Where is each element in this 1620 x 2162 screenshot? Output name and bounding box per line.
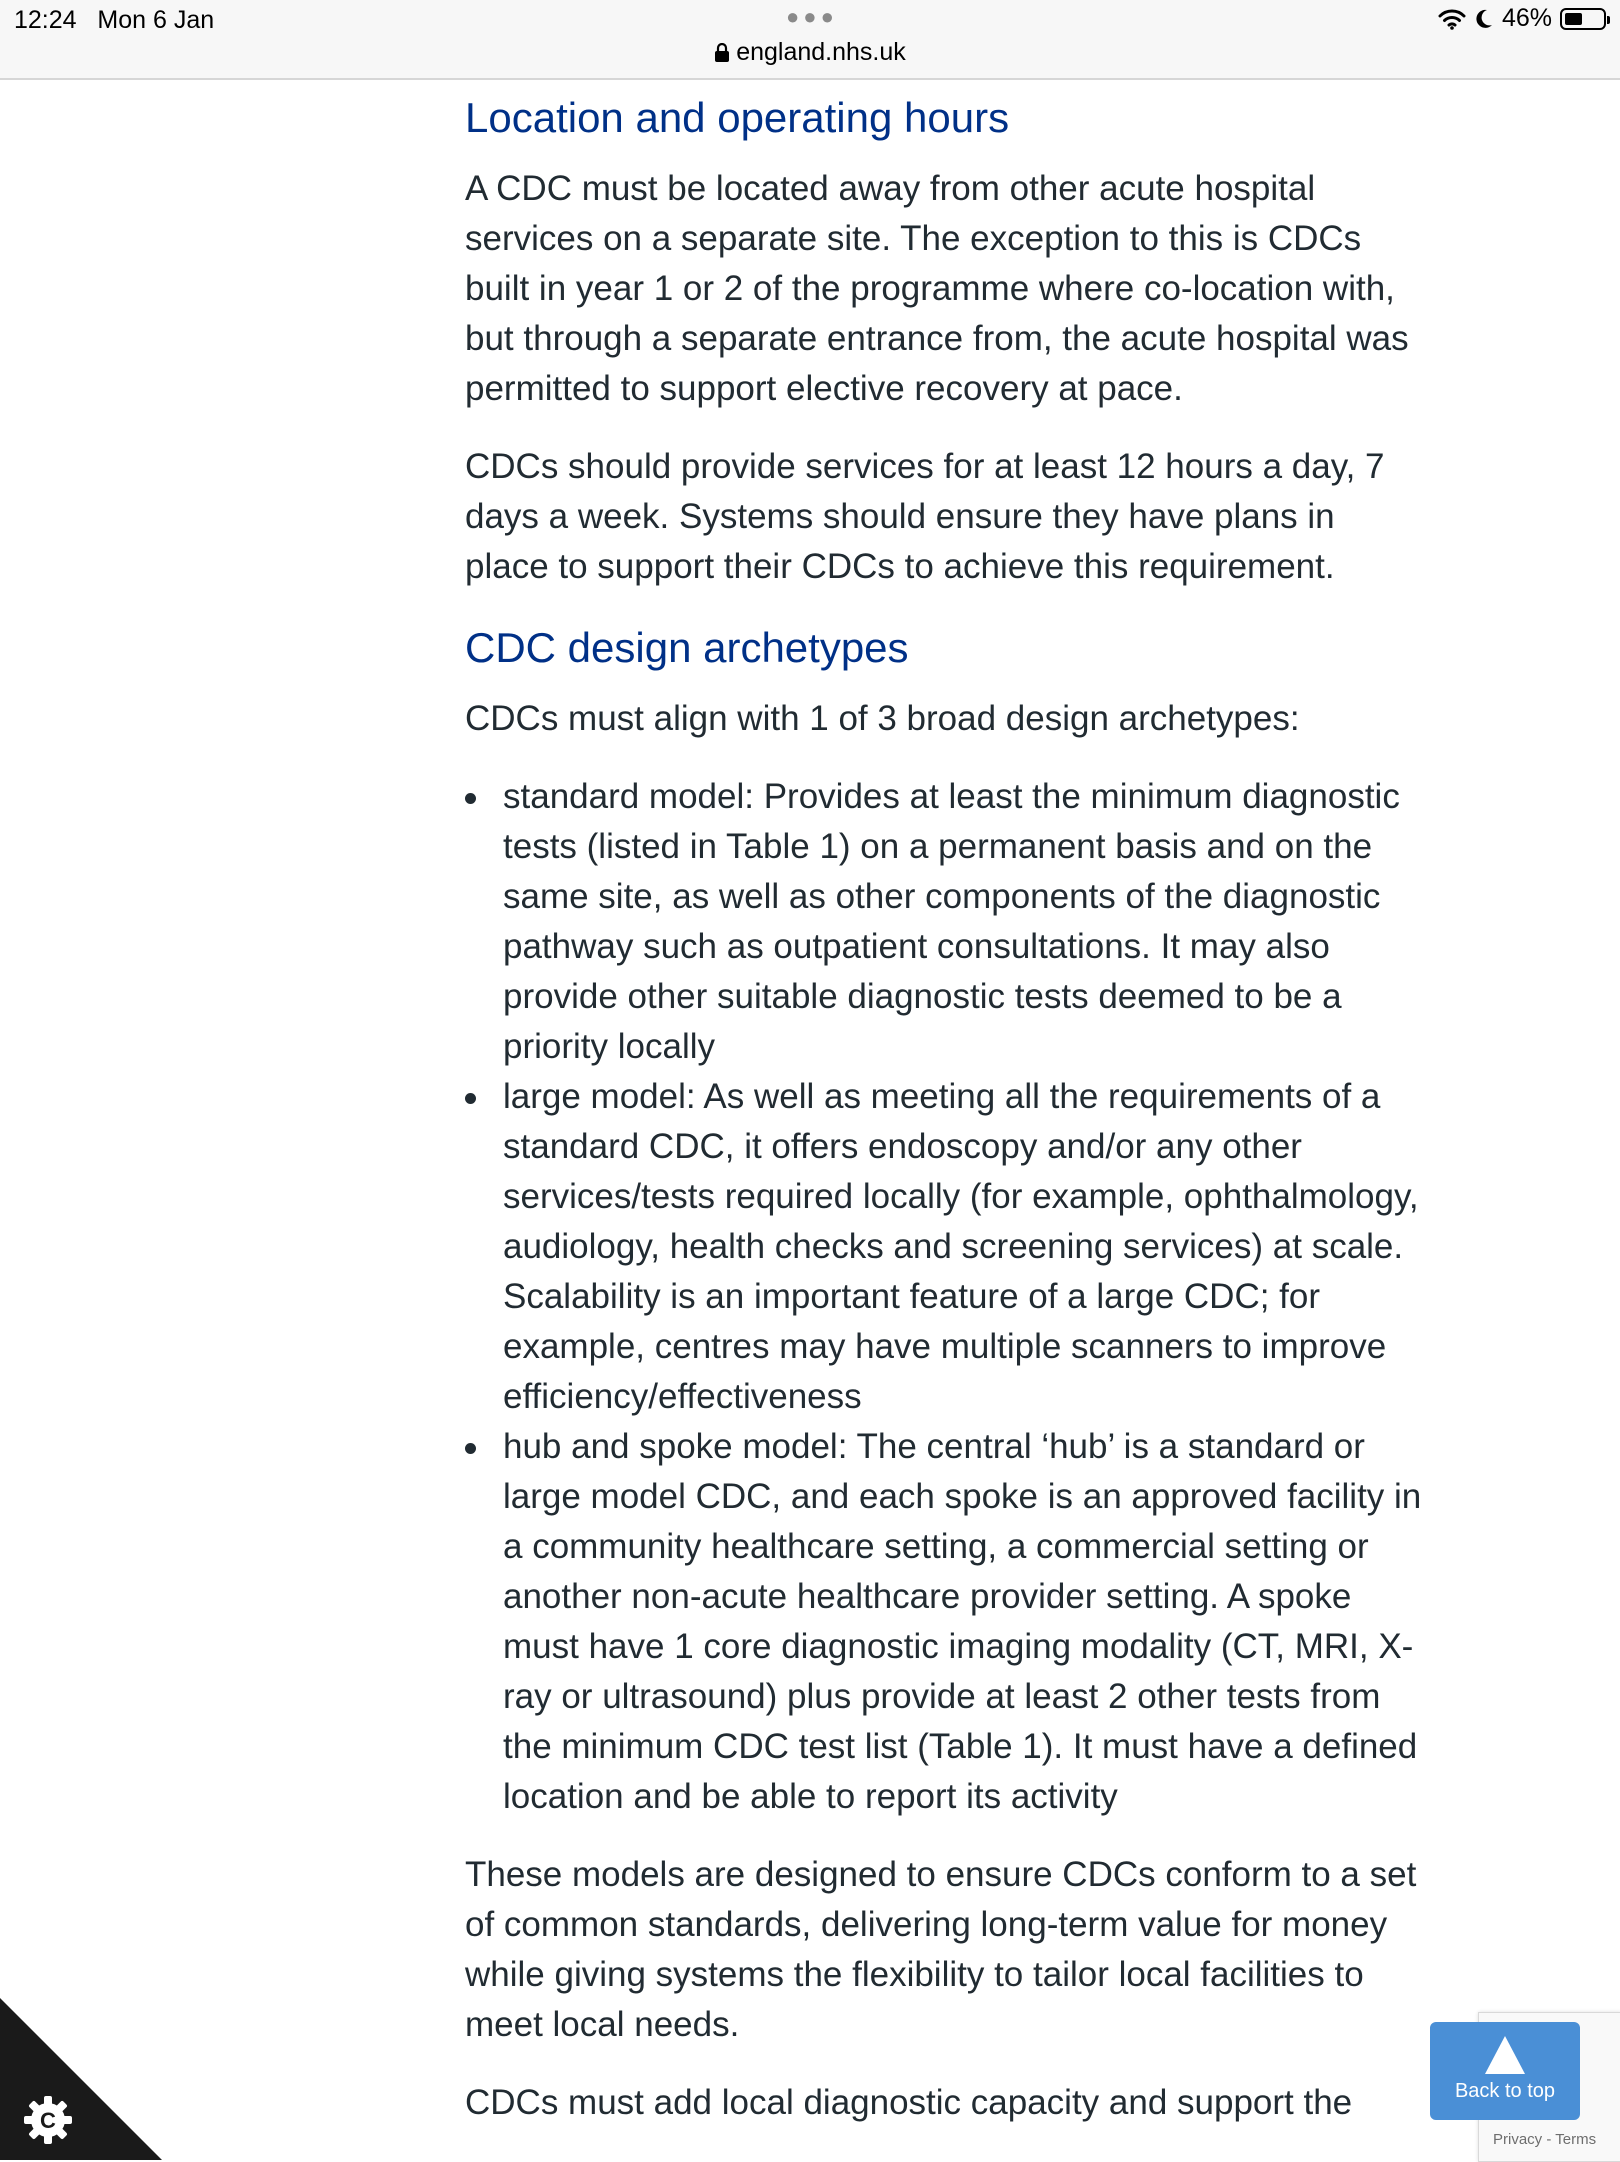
- bullet-icon: [465, 1443, 476, 1454]
- recaptcha-links[interactable]: Privacy - Terms: [1493, 2131, 1597, 2148]
- wifi-icon: [1438, 8, 1466, 30]
- url-text: england.nhs.uk: [736, 38, 906, 66]
- status-icons: [1438, 4, 1606, 33]
- heading-location-hours: Location and operating hours: [465, 94, 1010, 141]
- heading-design-archetypes: CDC design archetypes: [465, 624, 909, 671]
- svg-text:C: C: [40, 2108, 56, 2133]
- list-item-large-model: large model: As well as meeting all the requirements of a standard CDC, it offers endoscopy and/or any other services/tests required locally (for example, ophthalmology, audiology, health checks and screening services) at scale. Scalability is an important feature of a large CDC; for example, centres may have multiple scanners to improve efficiency/effectiveness: [465, 1072, 1425, 1422]
- browser-status-bar: [0, 0, 1620, 80]
- back-to-top-button[interactable]: [1430, 2022, 1580, 2120]
- battery-fill: [1565, 13, 1582, 25]
- list-item-hub-spoke-model: hub and spoke model: The central ‘hub’ is a standard or large model CDC, and each spoke is an approved facility in a community healthcare setting, a commercial setting or another non-acute healthcare provider setting. A spoke must have 1 core diagnostic imaging modality (CT, MRI, X-ray or ultrasound) plus provide at least 2 other tests from the minimum CDC test list (Table 1). It must have a defined location and be able to report its activity: [465, 1422, 1425, 1822]
- paragraph-models-purpose: These models are designed to ensure CDCs conform to a set of common standards, delivering long-term value for money while giving systems the flexibility to tailor local facilities to meet local needs.: [465, 1855, 1417, 2044]
- paragraph-truncated: CDCs must add local diagnostic capacity and support the: [465, 2083, 1353, 2122]
- paragraph-location: A CDC must be located away from other acute hospital services on a separate site. The exception to this is CDCs built in year 1 or 2 of the programme where co-location with, but through a separate entrance from, the acute hospital was permitted to support elective recovery at pace.: [465, 169, 1409, 408]
- address-bar[interactable]: [0, 38, 1620, 67]
- moon-icon: [1474, 8, 1494, 30]
- paragraph-operating-hours: CDCs should provide services for at least 12 hours a day, 7 days a week. Systems should ensure they have plans in place to support their CDCs to achieve this requirement.: [465, 447, 1385, 586]
- battery-percent: 46%: [1501, 4, 1552, 32]
- bullet-icon: [465, 1093, 476, 1104]
- paragraph-archetypes-intro: CDCs must align with 1 of 3 broad design archetypes:: [465, 699, 1300, 738]
- bullet-icon: [465, 793, 476, 804]
- battery-icon: [1560, 8, 1606, 30]
- more-dots-icon[interactable]: ●●●: [786, 4, 838, 29]
- lock-icon: [714, 43, 730, 63]
- article-content: [465, 90, 1425, 2156]
- archetype-list: [465, 772, 1425, 1822]
- arrow-up-icon: [1483, 2034, 1527, 2076]
- back-to-top-label: Back to top: [1454, 2080, 1556, 2102]
- cookie-settings-gear-icon[interactable]: [22, 2094, 74, 2146]
- status-time-date: 12:24 Mon 6 Jan: [14, 6, 215, 34]
- list-item-standard-model: standard model: Provides at least the minimum diagnostic tests (listed in Table 1) on a permanent basis and on the same site, as well as other components of the diagnostic pathway such as outpatient consultations. It may also provide other suitable diagnostic tests deemed to be a priority locally: [465, 772, 1425, 1072]
